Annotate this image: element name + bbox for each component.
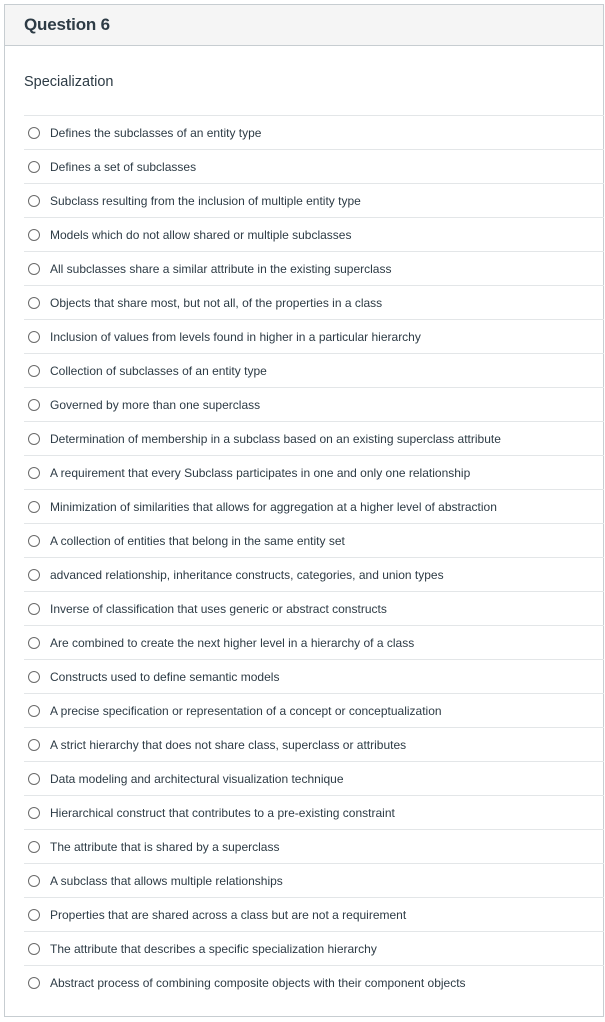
answer-label: A subclass that allows multiple relationships bbox=[50, 873, 283, 888]
answer-label: A collection of entities that belong in the same entity set bbox=[50, 533, 345, 548]
answer-label: The attribute that describes a specific specialization hierarchy bbox=[50, 941, 377, 956]
answer-label: Constructs used to define semantic models bbox=[50, 669, 280, 684]
answer-label: Minimization of similarities that allows for aggregation at a higher level of abstraction bbox=[50, 499, 497, 514]
answer-option[interactable] bbox=[24, 421, 604, 455]
radio-button-icon[interactable] bbox=[28, 229, 40, 241]
answer-option[interactable] bbox=[24, 965, 604, 999]
answer-option[interactable] bbox=[24, 489, 604, 523]
answer-label: Abstract process of combining composite objects with their component objects bbox=[50, 975, 466, 990]
answer-label: The attribute that is shared by a superclass bbox=[50, 839, 280, 854]
answer-option[interactable] bbox=[24, 115, 604, 149]
answer-option[interactable] bbox=[24, 829, 604, 863]
radio-button-icon[interactable] bbox=[28, 331, 40, 343]
question-prompt: Specialization bbox=[24, 74, 114, 90]
answer-label: All subclasses share a similar attribute in the existing superclass bbox=[50, 261, 392, 276]
answer-option[interactable] bbox=[24, 217, 604, 251]
answer-option[interactable] bbox=[24, 319, 604, 353]
radio-button-icon[interactable] bbox=[28, 773, 40, 785]
answer-option[interactable] bbox=[24, 625, 604, 659]
radio-button-icon[interactable] bbox=[28, 909, 40, 921]
answer-label: Data modeling and architectural visualization technique bbox=[50, 771, 344, 786]
answer-option[interactable] bbox=[24, 149, 604, 183]
radio-button-icon[interactable] bbox=[28, 841, 40, 853]
answer-option[interactable] bbox=[24, 795, 604, 829]
answer-label: Subclass resulting from the inclusion of multiple entity type bbox=[50, 193, 361, 208]
radio-button-icon[interactable] bbox=[28, 943, 40, 955]
answer-option[interactable] bbox=[24, 897, 604, 931]
radio-button-icon[interactable] bbox=[28, 127, 40, 139]
radio-button-icon[interactable] bbox=[28, 637, 40, 649]
answer-option[interactable] bbox=[24, 387, 604, 421]
answer-label: Determination of membership in a subclass based on an existing superclass attribute bbox=[50, 431, 501, 446]
answer-option[interactable] bbox=[24, 591, 604, 625]
answer-label: Inclusion of values from levels found in higher in a particular hierarchy bbox=[50, 329, 421, 344]
answer-option[interactable] bbox=[24, 557, 604, 591]
radio-button-icon[interactable] bbox=[28, 467, 40, 479]
answer-option[interactable] bbox=[24, 455, 604, 489]
answer-option[interactable] bbox=[24, 863, 604, 897]
radio-button-icon[interactable] bbox=[28, 433, 40, 445]
radio-button-icon[interactable] bbox=[28, 263, 40, 275]
question-title: Question 6 bbox=[24, 15, 110, 34]
radio-button-icon[interactable] bbox=[28, 399, 40, 411]
answer-label: advanced relationship, inheritance constructs, categories, and union types bbox=[50, 567, 444, 582]
radio-button-icon[interactable] bbox=[28, 807, 40, 819]
radio-button-icon[interactable] bbox=[28, 671, 40, 683]
answer-option[interactable] bbox=[24, 931, 604, 965]
answer-label: Defines the subclasses of an entity type bbox=[50, 125, 262, 140]
radio-button-icon[interactable] bbox=[28, 603, 40, 615]
question-panel bbox=[4, 4, 604, 1017]
answer-option[interactable] bbox=[24, 353, 604, 387]
answer-label: Collection of subclasses of an entity type bbox=[50, 363, 267, 378]
answer-label: Are combined to create the next higher level in a hierarchy of a class bbox=[50, 635, 415, 650]
radio-button-icon[interactable] bbox=[28, 195, 40, 207]
answer-label: A requirement that every Subclass participates in one and only one relationship bbox=[50, 465, 471, 480]
radio-button-icon[interactable] bbox=[28, 501, 40, 513]
answer-option[interactable] bbox=[24, 251, 604, 285]
radio-button-icon[interactable] bbox=[28, 739, 40, 751]
answer-label: Defines a set of subclasses bbox=[50, 159, 197, 174]
answer-label: Governed by more than one superclass bbox=[50, 397, 261, 412]
radio-button-icon[interactable] bbox=[28, 705, 40, 717]
answer-option[interactable] bbox=[24, 693, 604, 727]
answer-option[interactable] bbox=[24, 523, 604, 557]
radio-button-icon[interactable] bbox=[28, 977, 40, 989]
answer-label: Properties that are shared across a class but are not a requirement bbox=[50, 907, 407, 922]
answer-label: Hierarchical construct that contributes to a pre-existing constraint bbox=[50, 805, 395, 820]
question-header bbox=[5, 5, 603, 46]
answer-label: Models which do not allow shared or multiple subclasses bbox=[50, 227, 352, 242]
answer-list bbox=[24, 115, 604, 999]
answer-option[interactable] bbox=[24, 183, 604, 217]
answer-option[interactable] bbox=[24, 761, 604, 795]
answer-label: A strict hierarchy that does not share class, superclass or attributes bbox=[50, 737, 407, 752]
radio-button-icon[interactable] bbox=[28, 535, 40, 547]
radio-button-icon[interactable] bbox=[28, 297, 40, 309]
answer-option[interactable] bbox=[24, 727, 604, 761]
answer-label: Inverse of classification that uses generic or abstract constructs bbox=[50, 601, 387, 616]
answer-label: A precise specification or representation of a concept or conceptualization bbox=[50, 703, 442, 718]
radio-button-icon[interactable] bbox=[28, 365, 40, 377]
radio-button-icon[interactable] bbox=[28, 875, 40, 887]
answer-label: Objects that share most, but not all, of the properties in a class bbox=[50, 295, 383, 310]
answer-option[interactable] bbox=[24, 659, 604, 693]
radio-button-icon[interactable] bbox=[28, 161, 40, 173]
radio-button-icon[interactable] bbox=[28, 569, 40, 581]
answer-option[interactable] bbox=[24, 285, 604, 319]
